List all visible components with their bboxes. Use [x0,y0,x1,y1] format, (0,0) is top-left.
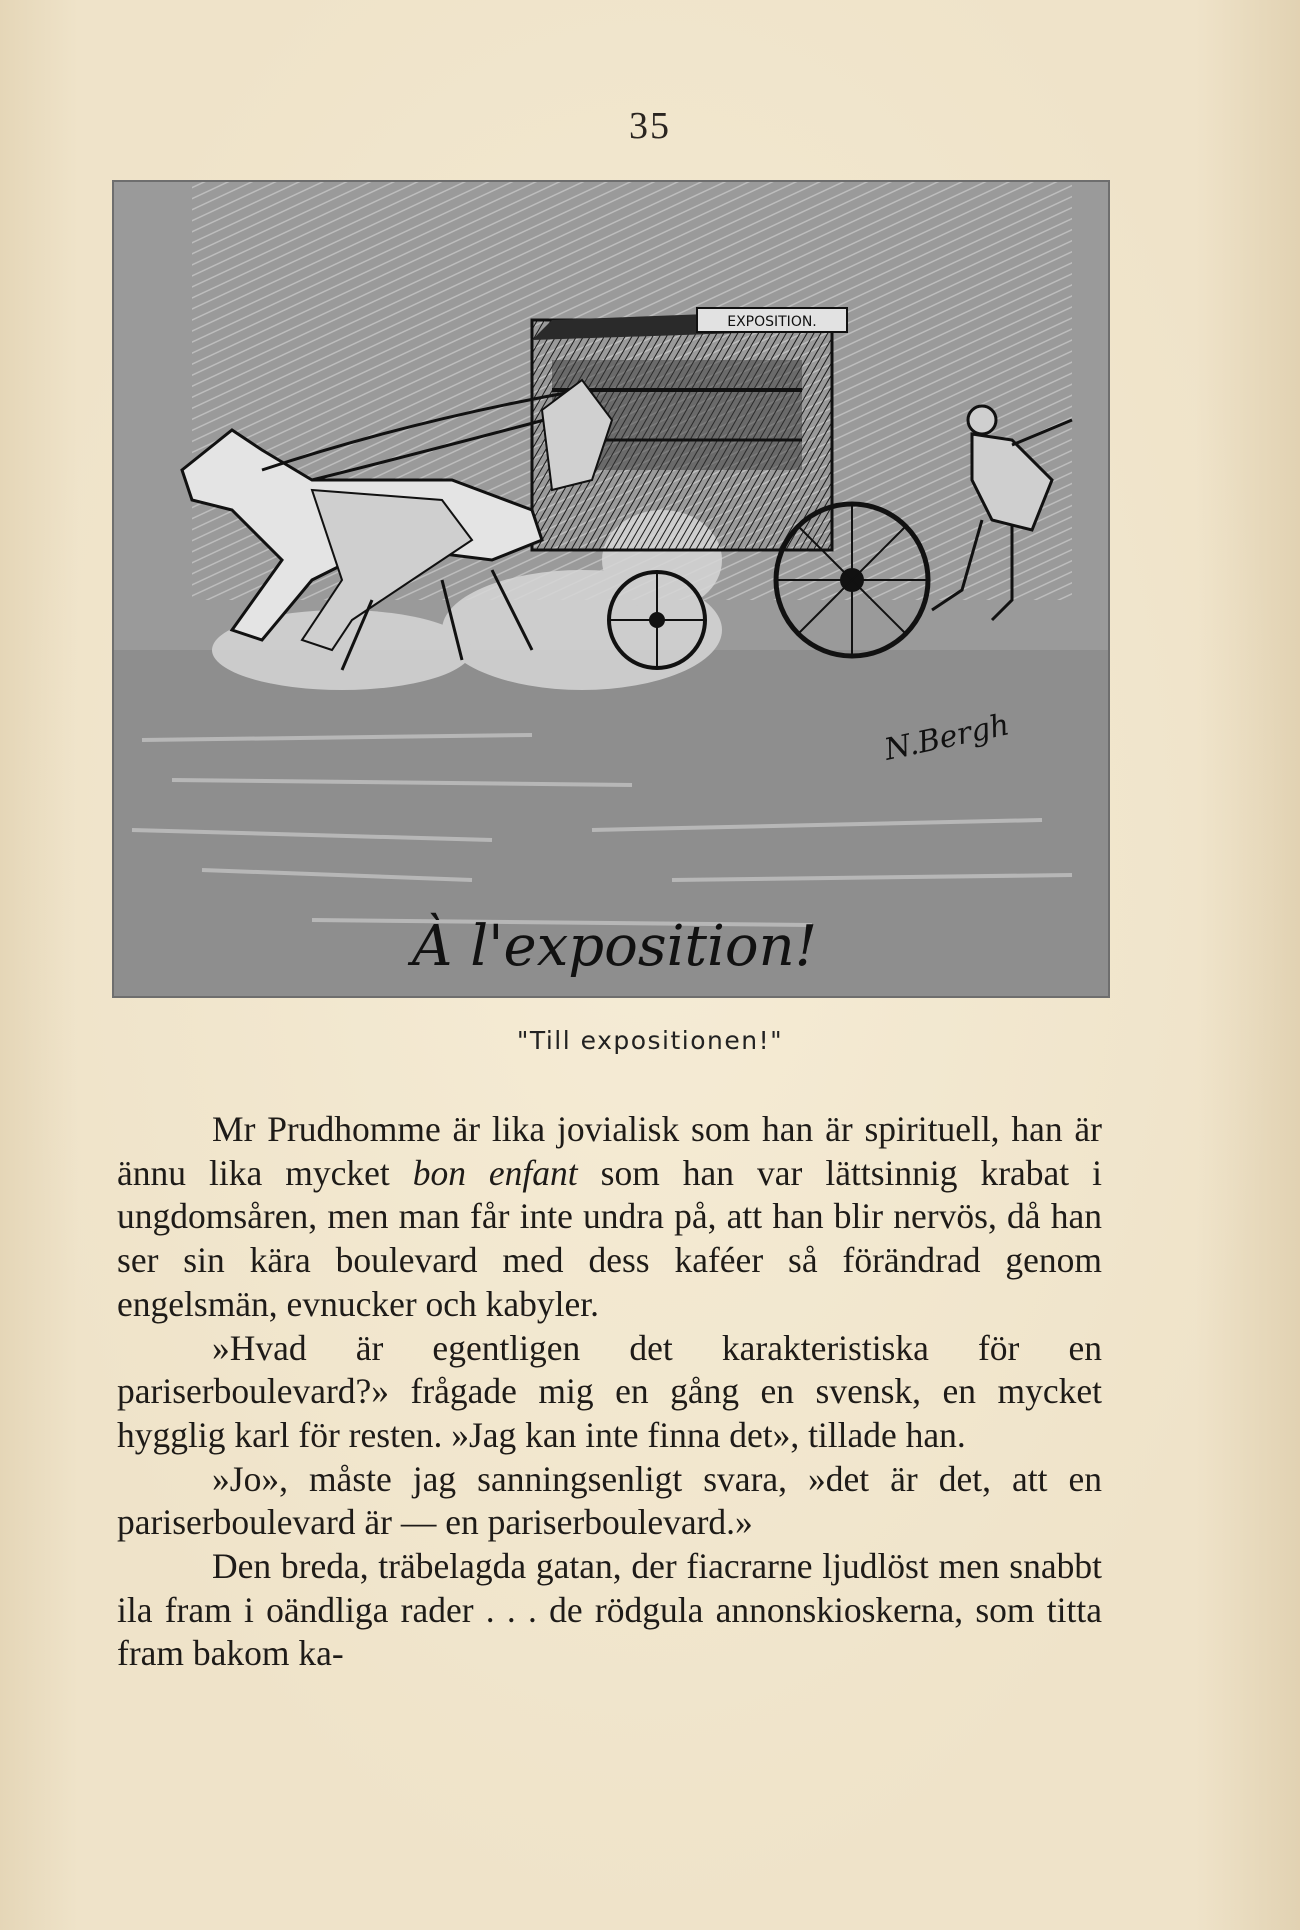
sign-text: EXPOSITION. [727,314,817,330]
paragraph-3: »Jo», måste jag sanningsenligt svara, »det är det, att en pariserboulevard är — en pariserboulevard.» [117,1458,1102,1543]
paragraph-4: Den breda, träbelagda gatan, der fiacrarne ljudlöst men snabbt ila fram i oändliga rader . . . de rödgula annonskioskerna, som titta fram bakom ka- [117,1546,1102,1674]
paragraph-1-text-b: som han var lättsinnig krabat i ungdomsåren, men man får inte undra på, att han blir nervös, då han ser sin kära boulevard med dess kaféer så förändrad genom engelsmän, evnucker och kabyler. [117,1152,1103,1324]
illustration [112,180,1110,998]
body-text [117,1108,1102,1676]
paragraph-1-text-a: Mr Prudhomme är lika jovialisk som han är spirituell, han är ännu lika mycket [117,1109,1102,1193]
paragraph-1-italic: bon enfant [412,1152,578,1193]
paragraph-1 [117,1108,1102,1327]
illustration-caption: "Till expositionen!" [516,1026,784,1055]
artist-signature: N.Bergh [881,707,1013,768]
page-number: 35 [629,105,671,147]
paragraph-2: »Hvad är egentligen det karakteristiska för en pariserboulevard?» frågade mig en gång en svensk, en mycket hygglig karl för resten. »Jag kan inte finna det», tillade han. [117,1327,1102,1455]
handwritten-title: À l'exposition! [412,914,818,979]
